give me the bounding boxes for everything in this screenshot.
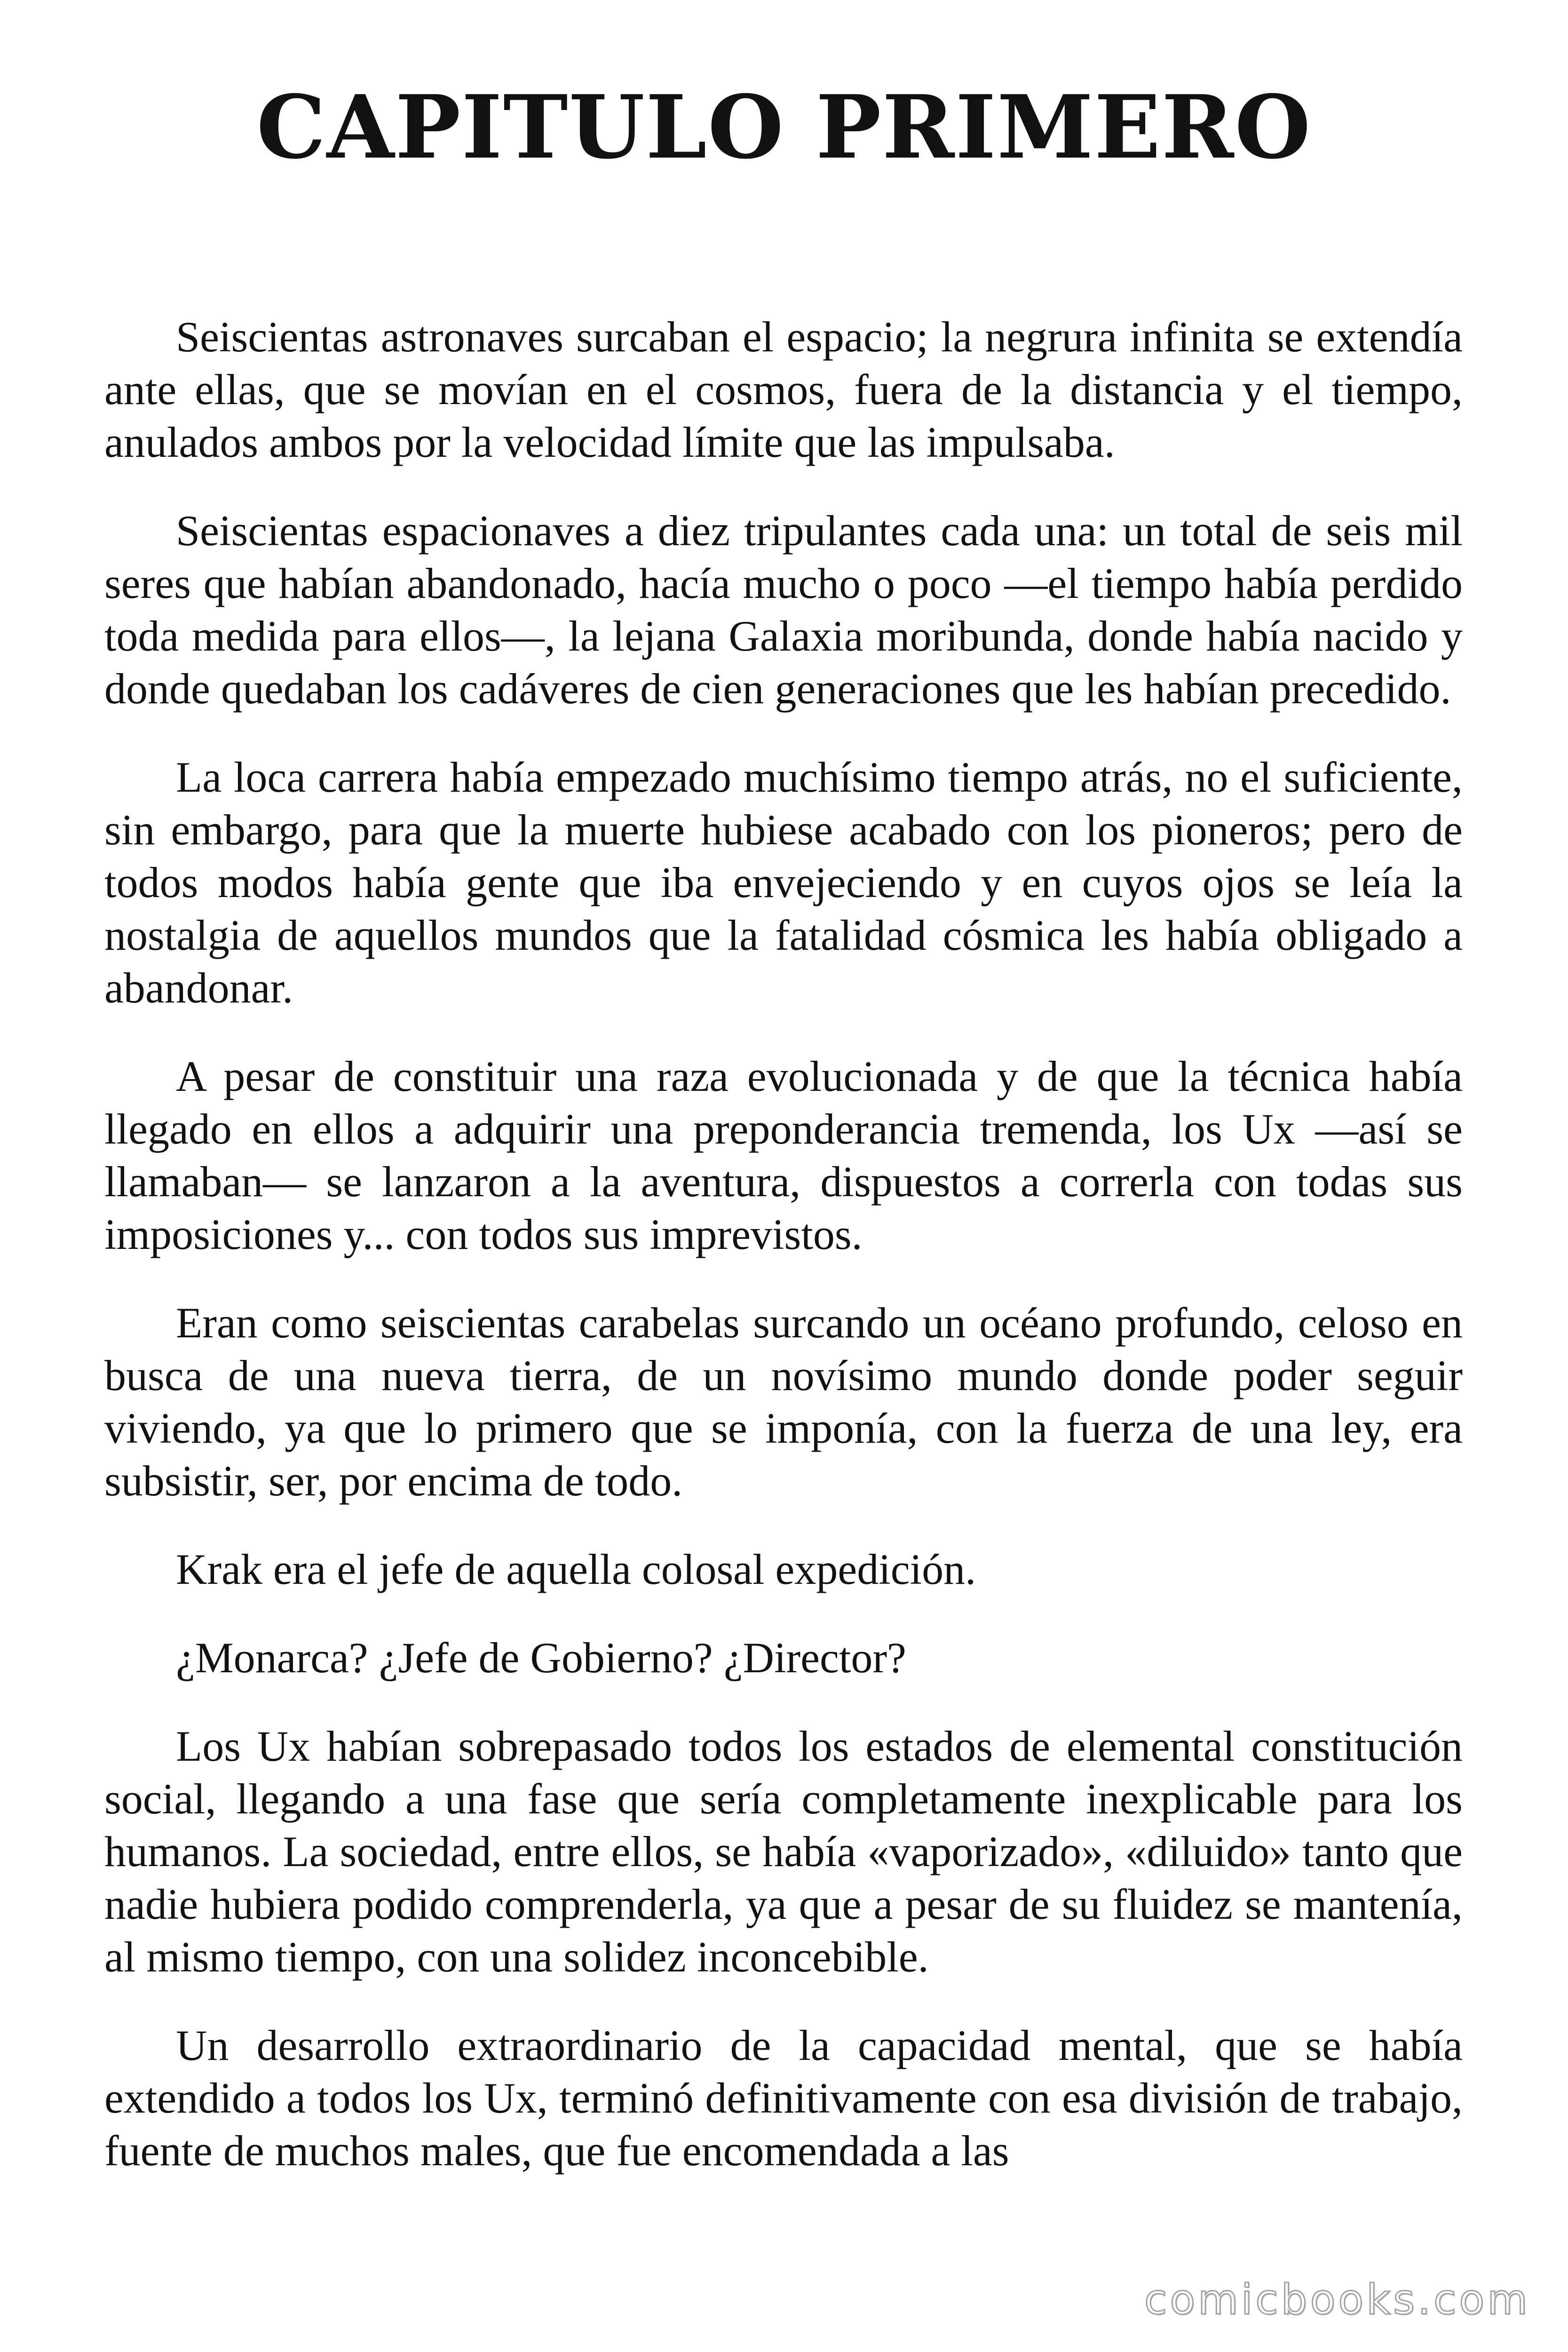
- paragraph: A pesar de constituir una raza evolucionada y de que la técnica había llegado en ellos a adquirir una preponderancia tremenda, los Ux —así se llamaban— se lanzaron a la aventura, dispuestos a correrla con todas sus imposiciones y... con todos sus imprevistos.: [104, 1052, 1463, 1258]
- site-watermark: comicbooks.com: [1144, 2275, 1530, 2324]
- paragraph: ¿Monarca? ¿Jefe de Gobierno? ¿Director?: [176, 1634, 906, 1682]
- paragraph: Los Ux habían sobrepasado todos los estados de elemental constitución social, llegando a una fase que sería completamente inexplicable para los humanos. La sociedad, entre ellos, se había «vaporizado», «diluido» tanto que nadie hubiera podido comprenderla, ya que a pesar de su fluidez se mantenía, al mismo tiempo, con una solidez inconcebible.: [104, 1722, 1463, 1981]
- paragraph: Krak era el jefe de aquella colosal expedición.: [176, 1545, 976, 1593]
- chapter-body: [104, 310, 1463, 2213]
- paragraph: Eran como seiscientas carabelas surcando un océano profundo, celoso en busca de una nueva tierra, de un novísimo mundo donde poder seguir viviendo, ya que lo primero que se imponía, con la fuerza de una ley, era subsistir, ser, por encima de todo.: [104, 1299, 1463, 1505]
- paragraph: Seiscientas espacionaves a diez tripulantes cada una: un total de seis mil seres que habían abandonado, hacía mucho o poco —el tiempo había perdido toda medida para ellos—, la lejana Galaxia moribunda, donde había nacido y donde quedaban los cadáveres de cien generaciones que les habían precedido.: [104, 507, 1463, 713]
- paragraph: La loca carrera había empezado muchísimo tiempo atrás, no el suficiente, sin embargo, para que la muerte hubiese acabado con los pioneros; pero de todos modos había gente que iba envejeciendo y en cuyos ojos se leía la nostalgia de aquellos mundos que la fatalidad cósmica les había obligado a abandonar.: [104, 753, 1463, 1012]
- chapter-title: CAPITULO PRIMERO: [256, 76, 1312, 178]
- paragraph: Un desarrollo extraordinario de la capacidad mental, que se había extendido a todos los Ux, terminó definitivamente con esa división de trabajo, fuente de muchos males, que fue encomendada a las: [104, 2021, 1463, 2175]
- paragraph: Seiscientas astronaves surcaban el espacio; la negrura infinita se extendía ante ellas, que se movían en el cosmos, fuera de la distancia y el tiempo, anulados ambos por la velocidad límite que las impulsaba.: [104, 313, 1463, 466]
